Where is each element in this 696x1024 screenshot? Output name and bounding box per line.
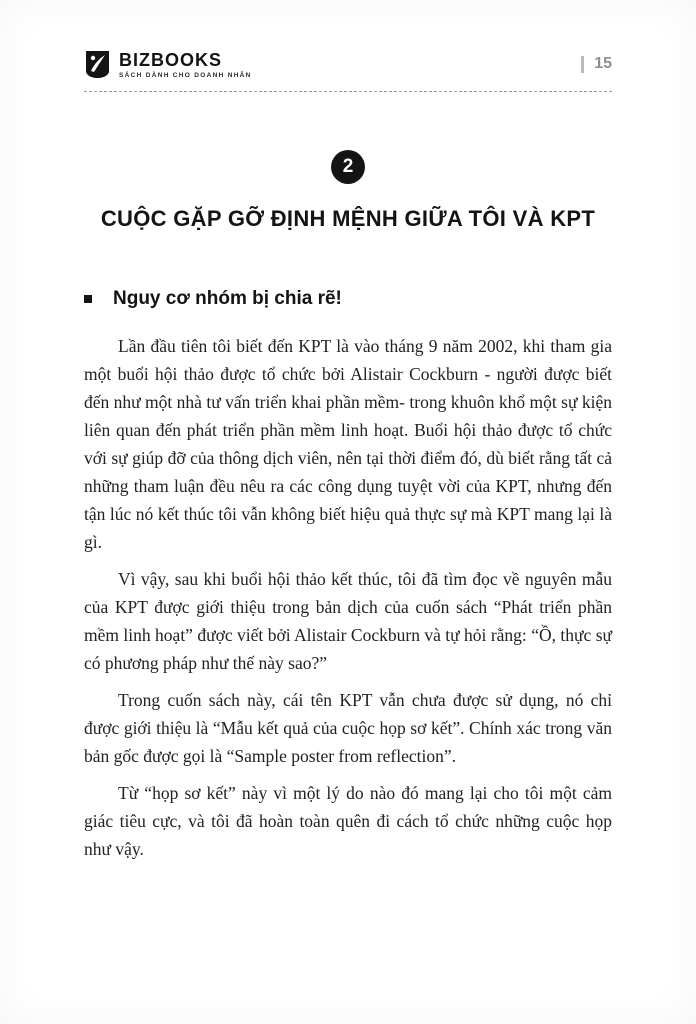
brand-tagline: SÁCH DÀNH CHO DOANH NHÂN [119,71,252,79]
section-heading: Nguy cơ nhóm bị chia rẽ! [113,288,342,309]
brand [84,50,252,79]
paragraph: Trong cuốn sách này, cái tên KPT vẫn chưa được sử dụng, nó chỉ được giới thiệu là “Mẫu kết quả của cuộc họp sơ kết”. Chính xác trong văn bản gốc được gọi là “Sample poster from reflection”. [84,689,612,766]
bizbooks-logo-icon [84,50,111,79]
section-heading-row [84,288,612,310]
section-bullet-icon [84,295,92,303]
paragraph: Vì vậy, sau khi buổi hội thảo kết thúc, tôi đã tìm đọc về nguyên mẫu của KPT được giới thiệu trong bản dịch của cuốn sách “Phát triển phần mềm linh hoạt” được viết bởi Alistair Cockburn và tự hỏi rằng: “Ồ, thực sự có phương pháp như thế này sao?” [84,568,612,673]
header-dashed-divider [84,91,612,92]
chapter-title: CUỘC GẶP GỠ ĐỊNH MỆNH GIỮA TÔI VÀ KPT [100,206,596,231]
page-header [84,50,612,79]
brand-text [119,51,252,79]
brand-name: BIZBOOKS [119,49,223,70]
chapter-number-badge: 2 [331,150,365,184]
paragraph: Lần đầu tiên tôi biết đến KPT là vào tháng 9 năm 2002, khi tham gia một buổi hội thảo được tổ chức bởi Alistair Cockburn - người được biết đến như một nhà tư vấn triển khai phần mềm- trong khuôn khổ một sự kiện liên quan đến phát triển phần mềm linh hoạt. Buổi hội thảo được tổ chức với sự giúp đỡ của thông dịch viên, nên tại thời điểm đó, dù biết rằng tất cả những tham luận đều nêu ra các công dụng tuyệt vời của KPT, nhưng đến tận lúc nó kết thúc tôi vẫn không biết hiệu quả thực sự mà KPT mang lại là gì. [84,335,612,552]
body-text [84,332,612,863]
paragraph: Từ “họp sơ kết” này vì một lý do nào đó mang lại cho tôi một cảm giác tiêu cực, và tôi đã hoàn toàn quên đi cách tổ chức những cuộc họp như vậy. [84,782,612,859]
page-number: 15 [581,56,612,73]
